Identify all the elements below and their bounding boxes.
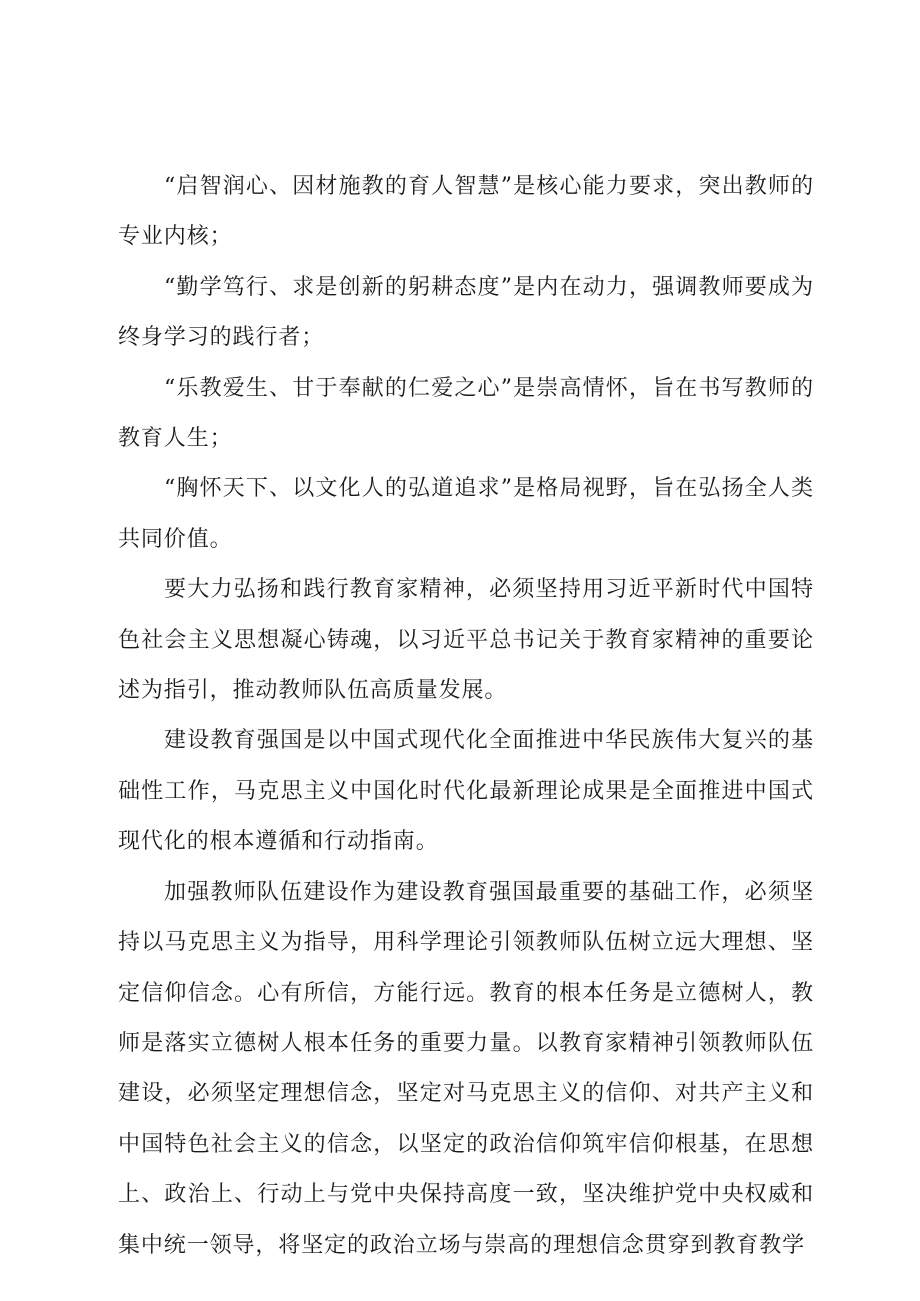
paragraph-education-power: 建设教育强国是以中国式现代化全面推进中华民族伟大复兴的基础性工作，马克思主义中国化时代化最新理论成果是全面推进中国式现代化的根本遵循和行动指南。: [118, 728, 814, 855]
body-text: [118, 162, 814, 1271]
paragraph-wisdom: “启智润心、因材施教的育人智慧”是核心能力要求，突出教师的专业内核；: [118, 174, 814, 250]
paragraph-vision: “胸怀天下、以文化人的弘道追求”是格局视野，旨在弘扬全人类共同价值。: [118, 476, 814, 552]
paragraph-diligence: “勤学笃行、求是创新的躬耕态度”是内在动力，强调教师要成为终身学习的践行者；: [118, 274, 814, 351]
paragraph-teacher-team: 加强教师队伍建设作为建设教育强国最重要的基础工作，必须坚持以马克思主义为指导，用科学理论引领教师队伍树立远大理想、坚定信仰信念。心有所信，方能行远。教育的根本任务是立德树人，教师是落实立德树人根本任务的重要力量。以教育家精神引领教师队伍建设，必须坚定理想信念，坚定对马克思主义的信仰、对共产主义和中国特色社会主义的信念，以坚定的政治信仰筑牢信仰根基，在思想上、政治上、行动上与党中央保持高度一致，坚决维护党中央权威和集中统一领导，将坚定的政治立场与崇高的理想信念贯穿到教育教学: [118, 879, 814, 1258]
paragraph-educator-spirit: 要大力弘扬和践行教育家精神，必须坚持用习近平新时代中国特色社会主义思想凝心铸魂，以习近平总书记关于教育家精神的重要论述为指引，推动教师队伍高质量发展。: [118, 577, 814, 704]
paragraph-benevolence: “乐教爱生、甘于奉献的仁爱之心”是崇高情怀，旨在书写教师的教育人生；: [118, 375, 814, 452]
